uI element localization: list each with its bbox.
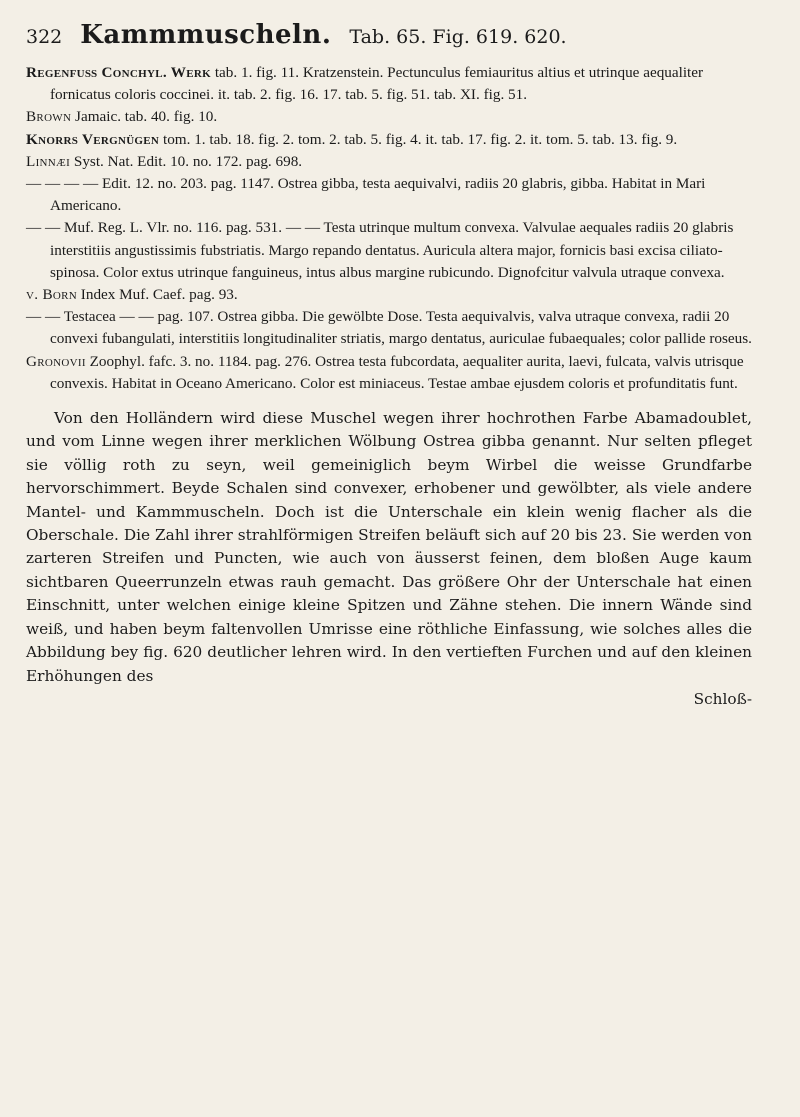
bib-entry-text: Muf. Reg. L. Vlr. no. 116. pag. 531. — — Testa utrinque multum convexa. Valvulae aequales radiis 20 glabris interstitiis angustissimis fubstriatis. Margo repando dentatus. Auricula altera major, fornicis basi excisa ciliato-spinosa. Color extus utrinque fanguineus, intus albus margine rubicundo. Dignofcitur valvula utraque convexa. [50, 219, 734, 281]
bib-entry-head: — — [26, 219, 61, 237]
bib-entry-text: Zoophyl. fafc. 3. no. 1184. pag. 276. Ostrea testa fubcordata, aequaliter aurita, laevi, fulcata, valvis utrisque convexis. Habitat in Oceano Americano. Color est miniaceus. Testae ambae ejusdem coloris et profunditatis funt. [50, 352, 744, 392]
bib-entry-text: tab. 1. fig. 11. Kratzenstein. Pectunculus femiauritus altius et utrinque aequaliter fornicatus coloris coccinei. it. tab. 2. fig. 16. 17. tab. 5. fig. 51. tab. XI. fig. 51. [50, 64, 704, 104]
german-paragraph: Von den Holländern wird diese Muschel wegen ihrer hochrothen Farbe Abamadoublet, und vom Linne wegen ihrer merklichen Wölbung Ostrea gibba genannt. Nur selten pfleget sie völlig roth zu seyn, weil gemeiniglich beym Wirbel die weisse Grundfarbe hervorschimmert. Beyde Schalen sind convexer, erhobener und gewölbter, als viele andere Mantel- und Kammmuscheln. Doch ist die Unterschale ein klein wenig flacher als die Oberschale. Die Zahl ihrer strahlförmigen Streifen beläuft sich auf 20 bis 23. Sie werden von zarteren Streifen und Puncten, wie auch von äusserst feinen, dem bloßen Auge kaum sichtbaren Queerrunzeln etwas rauh gemacht. Das größere Ohr der Unterschale hat einen Einschnitt, unter welchen einige kleine Spitzen und Zähne stehen. Die innern Wände sind weiß, und haben beym faltenvollen Umrisse eine röthliche Einfassung, wie solches alles die Abbildung bey fig. 620 deutlicher lehren wird. In den vertieften Furchen und auf den kleinen Erhöhungen des [26, 409, 752, 685]
page-number: 322 [26, 26, 63, 48]
bib-entry-head: v. Born [26, 286, 77, 304]
bib-entry-text: Edit. 12. no. 203. pag. 1147. Ostrea gibba, testa aequivalvi, radiis 20 glabris, gibba. Habitat in Mari Americano. [50, 175, 706, 215]
bib-entry-text: Testacea — — pag. 107. Ostrea gibba. Die gewölbte Dose. Testa aequivalvis, valva utraque convexa, radii 20 convexi fubangulati, interstitiis longitudinaliter striatis, margo dentatus, auriculae fubaequales; color pallide roseus. [50, 308, 752, 348]
bib-entry-head: Knorrs Vergnügen [26, 130, 160, 148]
plate-reference: Tab. 65. Fig. 619. 620. [349, 26, 567, 48]
bib-entry [26, 106, 752, 128]
bib-entry [26, 306, 752, 350]
bib-entry-text: tom. 1. tab. 18. fig. 2. tom. 2. tab. 5. fig. 4. it. tab. 17. fig. 2. it. tom. 5. tab. 13. fig. 9. [159, 130, 678, 148]
running-title: Kammmuscheln. [80, 20, 332, 50]
bib-entry-head: Gronovii [26, 352, 86, 370]
bib-entry [26, 129, 752, 151]
bib-entry [26, 173, 752, 217]
bib-entry-head: — — — — [26, 175, 99, 193]
bib-entry [26, 284, 752, 306]
bib-entry-text: Syst. Nat. Edit. 10. no. 172. pag. 698. [70, 152, 303, 170]
catchword: Schloß- [693, 689, 752, 708]
bib-entry [26, 151, 752, 173]
bibliography-section [26, 62, 752, 395]
bib-entry-head: Regenfuß Conchyl. Werk [26, 64, 212, 81]
bib-entry [26, 351, 752, 395]
bib-entry-text: Jamaic. tab. 40. fig. 10. [71, 108, 218, 126]
page-header [26, 20, 752, 54]
bib-entry-head: Brown [26, 108, 72, 126]
german-description [26, 407, 752, 711]
bib-entry [26, 62, 752, 106]
bib-entry-head: Linnæi [26, 152, 71, 170]
bib-entry-head: — — [26, 308, 64, 326]
bib-entry [26, 217, 752, 284]
bib-entry-text: Index Muf. Caef. pag. 93. [77, 286, 238, 304]
